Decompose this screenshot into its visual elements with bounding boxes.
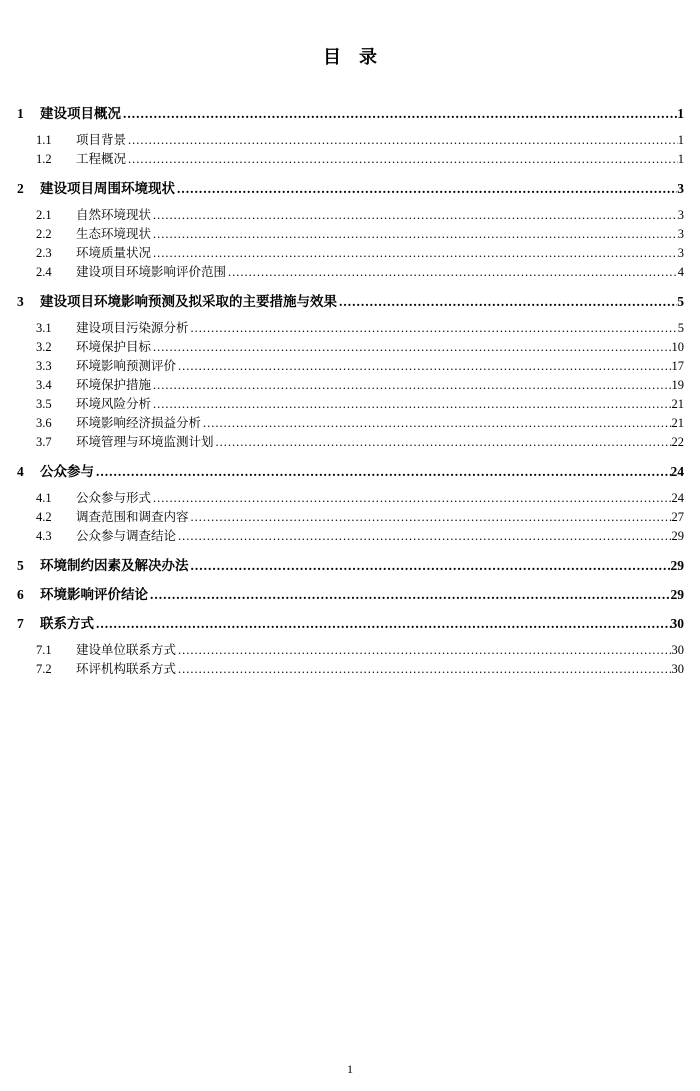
toc-entry-number: 7.2	[36, 662, 52, 676]
toc-entry	[17, 395, 684, 414]
toc-entry	[17, 292, 684, 311]
toc-entry-number: 3.6	[36, 416, 52, 430]
toc-entry-label: 环评机构联系方式	[76, 662, 177, 676]
toc-entry-page: 21	[671, 416, 684, 430]
toc-leader-dots	[191, 508, 672, 527]
toc-entry-label: 建设项目周围环境现状	[40, 181, 175, 196]
toc-entry	[17, 150, 684, 169]
toc-leader-dots	[123, 104, 677, 123]
toc-entry	[17, 508, 684, 527]
toc-entry	[17, 376, 684, 395]
toc-entry-label: 建设项目概况	[40, 106, 121, 121]
toc-entry	[17, 414, 684, 433]
toc-entry-page: 24	[670, 464, 684, 479]
toc-entry-page: 30	[671, 643, 684, 657]
toc-entry	[17, 641, 684, 660]
toc-entry-number: 7	[17, 616, 24, 631]
toc-entry-label: 公众参与形式	[76, 491, 152, 505]
toc-entry	[17, 357, 684, 376]
toc-leader-dots	[177, 179, 677, 198]
toc-leader-dots	[228, 263, 678, 282]
toc-leader-dots	[153, 395, 671, 414]
toc-leader-dots	[203, 414, 671, 433]
toc-entry-page: 1	[677, 133, 684, 147]
toc-entry-number: 5	[17, 558, 24, 573]
toc-entry	[17, 244, 684, 263]
toc-entry-number: 3	[17, 294, 24, 309]
toc-entry-number: 4.1	[36, 491, 52, 505]
toc-entry	[17, 556, 684, 575]
toc-entry	[17, 319, 684, 338]
toc-entry-number: 2.2	[36, 227, 52, 241]
toc-entry-number: 1.1	[36, 133, 52, 147]
page-title: 目 录	[323, 47, 377, 67]
toc-entry-page: 27	[671, 510, 684, 524]
toc-entry-number: 1	[17, 106, 24, 121]
toc-entry-number: 3.1	[36, 321, 52, 335]
toc-leader-dots	[153, 244, 678, 263]
toc-leader-dots	[96, 614, 671, 633]
toc-leader-dots	[153, 338, 671, 357]
toc-entry-page: 1	[677, 106, 684, 121]
toc-entry-number: 2.4	[36, 265, 52, 279]
toc-entry-number: 2.1	[36, 208, 52, 222]
toc-entry	[17, 585, 684, 604]
toc-entry	[17, 660, 684, 679]
toc-entry-number: 1.2	[36, 152, 52, 166]
toc-leader-dots	[128, 150, 678, 169]
toc-entry-number: 3.2	[36, 340, 52, 354]
toc-entry-label: 环境保护目标	[76, 340, 152, 354]
toc-entry-number: 4.3	[36, 529, 52, 543]
toc-entry-page: 30	[670, 616, 684, 631]
toc-leader-dots	[128, 131, 678, 150]
toc-entry	[17, 462, 684, 481]
toc-entry-page: 3	[677, 208, 684, 222]
toc-entry-number: 3.5	[36, 397, 52, 411]
toc-entry-page: 24	[671, 491, 684, 505]
toc-entry-page: 3	[677, 246, 684, 260]
toc-entry	[17, 206, 684, 225]
footer-page-number: 1	[347, 1062, 353, 1076]
toc-leader-dots	[153, 206, 678, 225]
toc-entry-page: 29	[670, 587, 684, 602]
toc-entry-number: 4.2	[36, 510, 52, 524]
toc-entry-page: 19	[671, 378, 684, 392]
toc-entry-page: 22	[671, 435, 684, 449]
toc-entry-page: 5	[677, 321, 684, 335]
toc-entry-page: 4	[677, 265, 684, 279]
toc-entry-label: 环境管理与环境监测计划	[76, 435, 214, 449]
toc-entry-label: 建设项目污染源分析	[76, 321, 189, 335]
toc-leader-dots	[216, 433, 672, 452]
toc-entry	[17, 489, 684, 508]
toc-leader-dots	[178, 527, 671, 546]
toc-entry-label: 环境影响预测评价	[76, 359, 177, 373]
toc-entry-label: 环境影响经济损益分析	[76, 416, 202, 430]
toc-entry	[17, 338, 684, 357]
toc-entry-label: 环境质量状况	[76, 246, 152, 260]
toc-entry-page: 3	[677, 181, 684, 196]
toc-leader-dots	[178, 641, 671, 660]
toc-entry	[17, 104, 684, 123]
toc-entry-label: 建设项目环境影响评价范围	[76, 265, 227, 279]
toc-leader-dots	[96, 462, 671, 481]
toc-leader-dots	[339, 292, 677, 311]
toc-entry-label: 环境风险分析	[76, 397, 152, 411]
toc-leader-dots	[150, 585, 671, 604]
toc-entry-page: 29	[671, 529, 684, 543]
toc-entry	[17, 131, 684, 150]
toc-entry-number: 3.3	[36, 359, 52, 373]
toc-entry-label: 环境影响评价结论	[40, 587, 148, 602]
toc-entry-label: 项目背景	[76, 133, 127, 147]
toc-leader-dots	[178, 357, 671, 376]
toc-entry-page: 1	[677, 152, 684, 166]
toc-entry-label: 联系方式	[40, 616, 94, 631]
toc-entry-page: 21	[671, 397, 684, 411]
toc-entry-page: 3	[677, 227, 684, 241]
toc-entry	[17, 179, 684, 198]
toc-entry-number: 4	[17, 464, 24, 479]
toc-entry	[17, 263, 684, 282]
toc-entry	[17, 527, 684, 546]
toc-entry-number: 6	[17, 587, 24, 602]
toc-entry-number: 2	[17, 181, 24, 196]
toc-leader-dots	[153, 376, 671, 395]
toc-entry	[17, 433, 684, 452]
toc-entry	[17, 614, 684, 633]
toc-entry-label: 公众参与	[40, 464, 94, 479]
toc-entry-label: 环境制约因素及解决办法	[40, 558, 189, 573]
toc-entry-label: 建设单位联系方式	[76, 643, 177, 657]
toc-entry-label: 公众参与调查结论	[76, 529, 177, 543]
toc-leader-dots	[153, 225, 678, 244]
toc-entry-page: 10	[671, 340, 684, 354]
toc-entry-page: 30	[671, 662, 684, 676]
toc-entry-label: 生态环境现状	[76, 227, 152, 241]
toc-entry-page: 5	[677, 294, 684, 309]
toc-entry-label: 工程概况	[76, 152, 127, 166]
toc-leader-dots	[191, 319, 678, 338]
toc-entry-label: 建设项目环境影响预测及拟采取的主要措施与效果	[40, 294, 337, 309]
toc-entry-number: 2.3	[36, 246, 52, 260]
toc-leader-dots	[153, 489, 671, 508]
toc-list	[0, 68, 700, 679]
toc-entry	[17, 225, 684, 244]
toc-entry-label: 环境保护措施	[76, 378, 152, 392]
toc-entry-page: 17	[671, 359, 684, 373]
toc-entry-label: 自然环境现状	[76, 208, 152, 222]
toc-entry-number: 3.4	[36, 378, 52, 392]
toc-entry-label: 调查范围和调查内容	[76, 510, 189, 524]
toc-leader-dots	[191, 556, 671, 575]
toc-leader-dots	[178, 660, 671, 679]
toc-entry-number: 7.1	[36, 643, 52, 657]
toc-entry-number: 3.7	[36, 435, 52, 449]
toc-entry-page: 29	[670, 558, 684, 573]
